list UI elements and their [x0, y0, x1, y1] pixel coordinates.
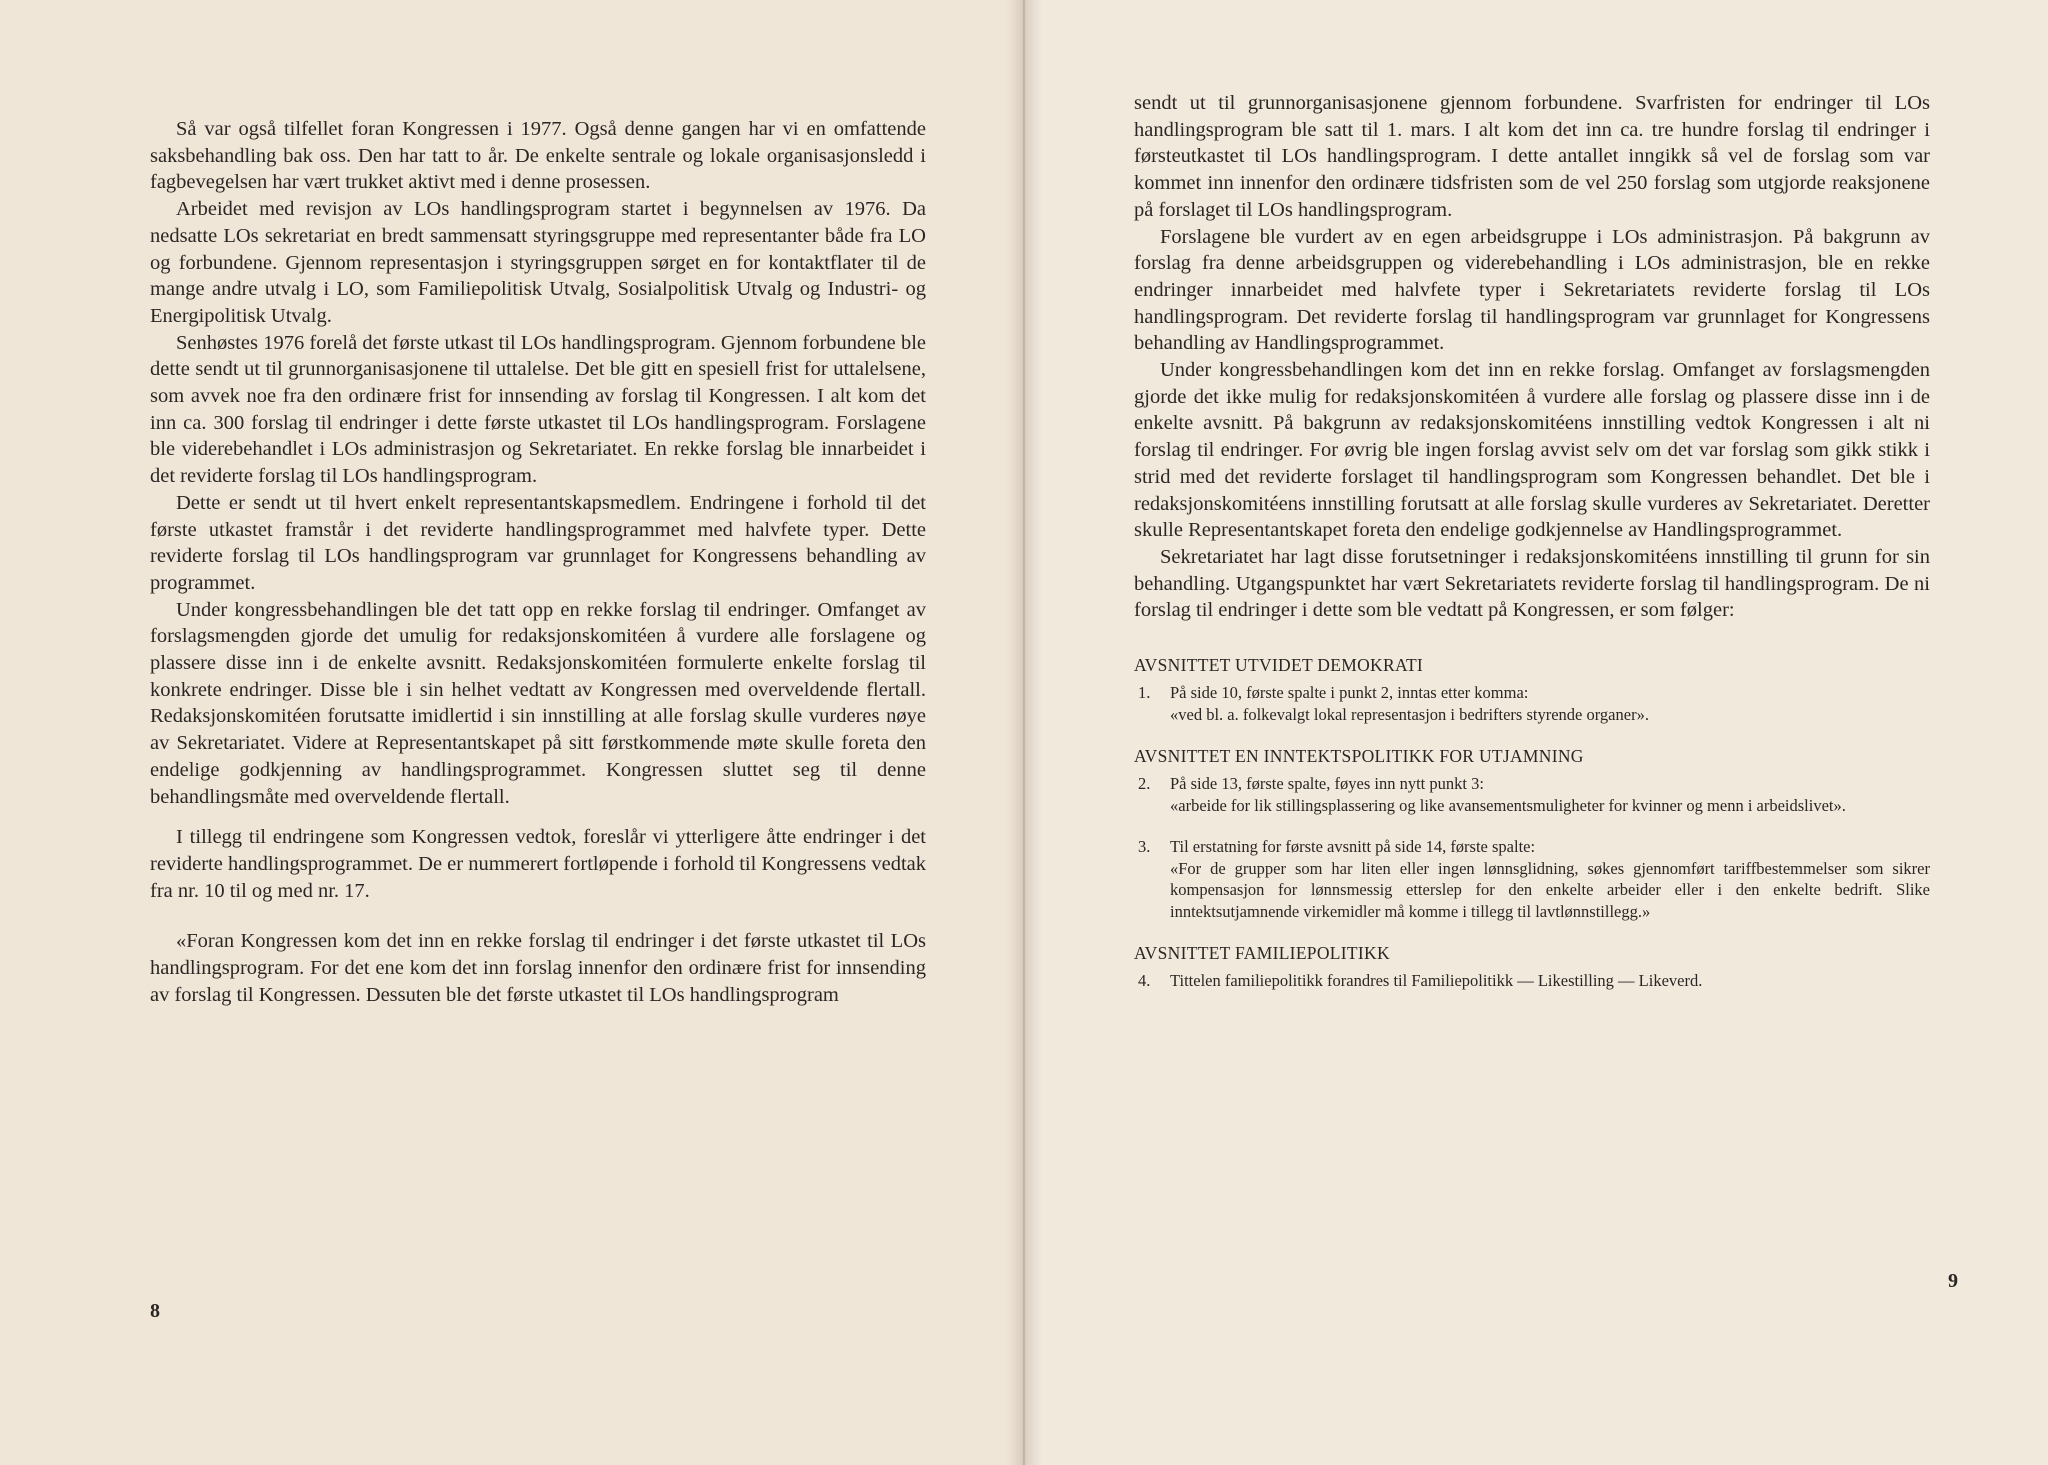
- section-heading: AVSNITTET EN INNTEKTSPOLITIKK FOR UTJAMNING: [1134, 746, 1584, 767]
- paragraph: Arbeidet med revisjon av LOs handlingsprogram startet i begynnelsen av 1976. Da nedsatte LOs sekretariat en bredt sammensatt styringsgruppe med representanter både fra LO og forbundene. Gjennom representasjon i styringsgruppen sørget en for kontaktflater til de mange andre utvalg i LO, som Familiepolitisk Utvalg, Sosialpolitisk Utvalg og Industri- og Energipolitisk Utvalg.: [150, 198, 926, 327]
- paragraph: Forslagene ble vurdert av en egen arbeidsgruppe i LOs administrasjon. På bakgrunn av forslag fra denne arbeidsgruppen og viderebehandling i LOs administrasjon, ble en rekke endringer innarbeidet med halvfete typer i Sekretariatets reviderte forslag til LOs handlingsprogram. Det reviderte forslag til handlingsprogram var grunnlaget for Kongressens behandling av Handlingsprogrammet.: [1134, 225, 1930, 355]
- paragraph: Dette er sendt ut til hvert enkelt representantskapsmedlem. Endringene i forhold til det første utkastet framstår i det reviderte handlingsprogrammet med halvfete typer. Dette reviderte forslag til LOs handlingsprogram var grunnlaget for Kongressens behandling av programmet.: [150, 491, 926, 594]
- left-text-column: [150, 116, 926, 1009]
- amendment-line: «ved bl. a. folkevalgt lokal representasjon i bedrifters styrende organer».: [1170, 704, 1649, 724]
- amendment-item: [1134, 970, 1930, 992]
- amendment-item: [1134, 836, 1930, 922]
- amendment-number: 4.: [1138, 971, 1151, 991]
- amendment-line: På side 10, første spalte i punkt 2, inntas etter komma:: [1170, 683, 1529, 703]
- paragraph: I tillegg til endringene som Kongressen vedtok, foreslår vi ytterligere åtte endringer i det reviderte handlingsprogrammet. De er nummerert fortløpende i forhold til Kongressens vedtak fra nr. 10 til og med nr. 17.: [150, 826, 926, 902]
- amendment-number: 3.: [1138, 837, 1151, 857]
- right-page: [1024, 0, 2048, 1465]
- section-heading: AVSNITTET UTVIDET DEMOKRATI: [1134, 655, 1424, 676]
- amendment-line: Tittelen familiepolitikk forandres til Familiepolitikk — Likestilling — Likeverd.: [1170, 971, 1703, 991]
- amendment-item: [1134, 773, 1930, 816]
- amendment-line: På side 13, første spalte, føyes inn nytt punkt 3:: [1170, 774, 1484, 794]
- paragraph: Under kongressbehandlingen kom det inn en rekke forslag. Omfanget av forslagsmengden gjorde det ikke mulig for redaksjonskomitéen å vurdere alle forslag og plassere disse inn i de enkelte avsnitt. På bakgrunn av redaksjonskomitéens innstilling vedtok Kongressen i alt ni forslag til endringer. For øvrig ble ingen forslag avvist selv om det var forslag som gikk stikk i strid med det reviderte forslaget til handlingsprogram som Kongressen behandlet. Det ble i redaksjonskomitéens innstilling forutsatt at alle forslag skulle vurderes av Sekretariatet. Deretter skulle Representantskapet foreta den endelige godkjennelse av Handlingsprogrammet.: [1134, 359, 1930, 542]
- paragraph: Senhøstes 1976 forelå det første utkast til LOs handlingsprogram. Gjennom forbundene ble dette sendt ut til grunnorganisasjonene til uttalelse. Det ble gitt en spesiell frist for uttalelsene, som avvek noe fra den ordinære frist for innsending av forslag til Kongressen. I alt kom det inn ca. 300 forslag til endringer i dette første utkastet til LOs handlingsprogram. Forslagene ble viderebehandlet i LOs administrasjon og Sekretariatet. En rekke forslag ble innarbeidet i det reviderte forslag til LOs handlingsprogram.: [150, 331, 926, 488]
- amendment-line: Til erstatning for første avsnitt på side 14, første spalte:: [1170, 837, 1536, 857]
- amendment-item: [1134, 682, 1930, 725]
- book-gutter: [1006, 0, 1042, 1465]
- amendment-number: 2.: [1138, 774, 1151, 794]
- page-number: 8: [150, 1300, 160, 1322]
- paragraph-continuation: sendt ut til grunnorganisasjonene gjennom forbundene. Svarfristen for endringer til LOs handlingsprogram ble satt til 1. mars. I alt kom det inn ca. tre hundre forslag til endringer i førsteutkastet til LOs handlingsprogram. I dette antallet inngikk så vel de forslag som var kommet inn innenfor den ordinære tidsfristen som de vel 250 forslag som utgjorde reaksjonene på forslaget til LOs handlingsprogram.: [1134, 92, 1930, 221]
- amendment-line: «arbeide for lik stillingsplassering og like avansementsmuligheter for kvinner og menn i arbeidslivet».: [1170, 795, 1846, 815]
- page-number: 9: [1948, 1270, 1958, 1292]
- right-text-column: [1134, 90, 1930, 992]
- amendment-line: «For de grupper som har liten eller ingen lønnsglidning, søkes gjennomført tariffbestemmelser som sikrer kompensasjon for lønnsmessig etterslep for den enkelte arbeider eller i den enkelte bedrift. Slike inntektsutjamnende virkemidler må komme i tillegg til lavtlønnstillegg.»: [1170, 858, 1930, 921]
- paragraph: Sekretariatet har lagt disse forutsetninger i redaksjonskomitéens innstilling til grunn for sin behandling. Utgangspunktet har vært Sekretariatets reviderte forslag til handlingsprogram. De ni forslag til endringer i dette som ble vedtatt på Kongressen, er som følger:: [1134, 545, 1930, 622]
- section-heading: AVSNITTET FAMILIEPOLITIKK: [1134, 943, 1390, 964]
- quoted-passage: «Foran Kongressen kom det inn en rekke forslag til endringer i det første utkastet til LOs handlingsprogram. For det ene kom det inn forslag innenfor den ordinære frist for innsending av forslag til Kongressen. Dessuten ble det første utkastet til LOs handlingsprogram: [150, 930, 926, 1006]
- paragraph: Så var også tilfellet foran Kongressen i 1977. Også denne gangen har vi en omfattende saksbehandling bak oss. Den har tatt to år. De enkelte sentrale og lokale organisasjonsledd i fagbevegelsen har vært trukket aktivt med i denne prosessen.: [150, 118, 926, 194]
- amendment-number: 1.: [1138, 683, 1151, 703]
- paragraph: Under kongressbehandlingen ble det tatt opp en rekke forslag til endringer. Omfanget av forslagsmengden gjorde det umulig for redaksjonskomitéen å vurdere alle forslagene og plassere disse inn i de enkelte avsnitt. Redaksjonskomitéen formulerte enkelte forslag til konkrete endringer. Disse ble i sin helhet vedtatt av Kongressen med overveldende flertall. Redaksjonskomitéen forutsatte imidlertid i sin innstilling at alle forslag skulle vurderes nøye av Sekretariatet. Videre at Representantskapet på sitt førstkommende møte skulle foreta den endelige godkjenning av handlingsprogrammet. Kongressen sluttet seg til denne behandlingsmåte med overveldende flertall.: [150, 598, 926, 808]
